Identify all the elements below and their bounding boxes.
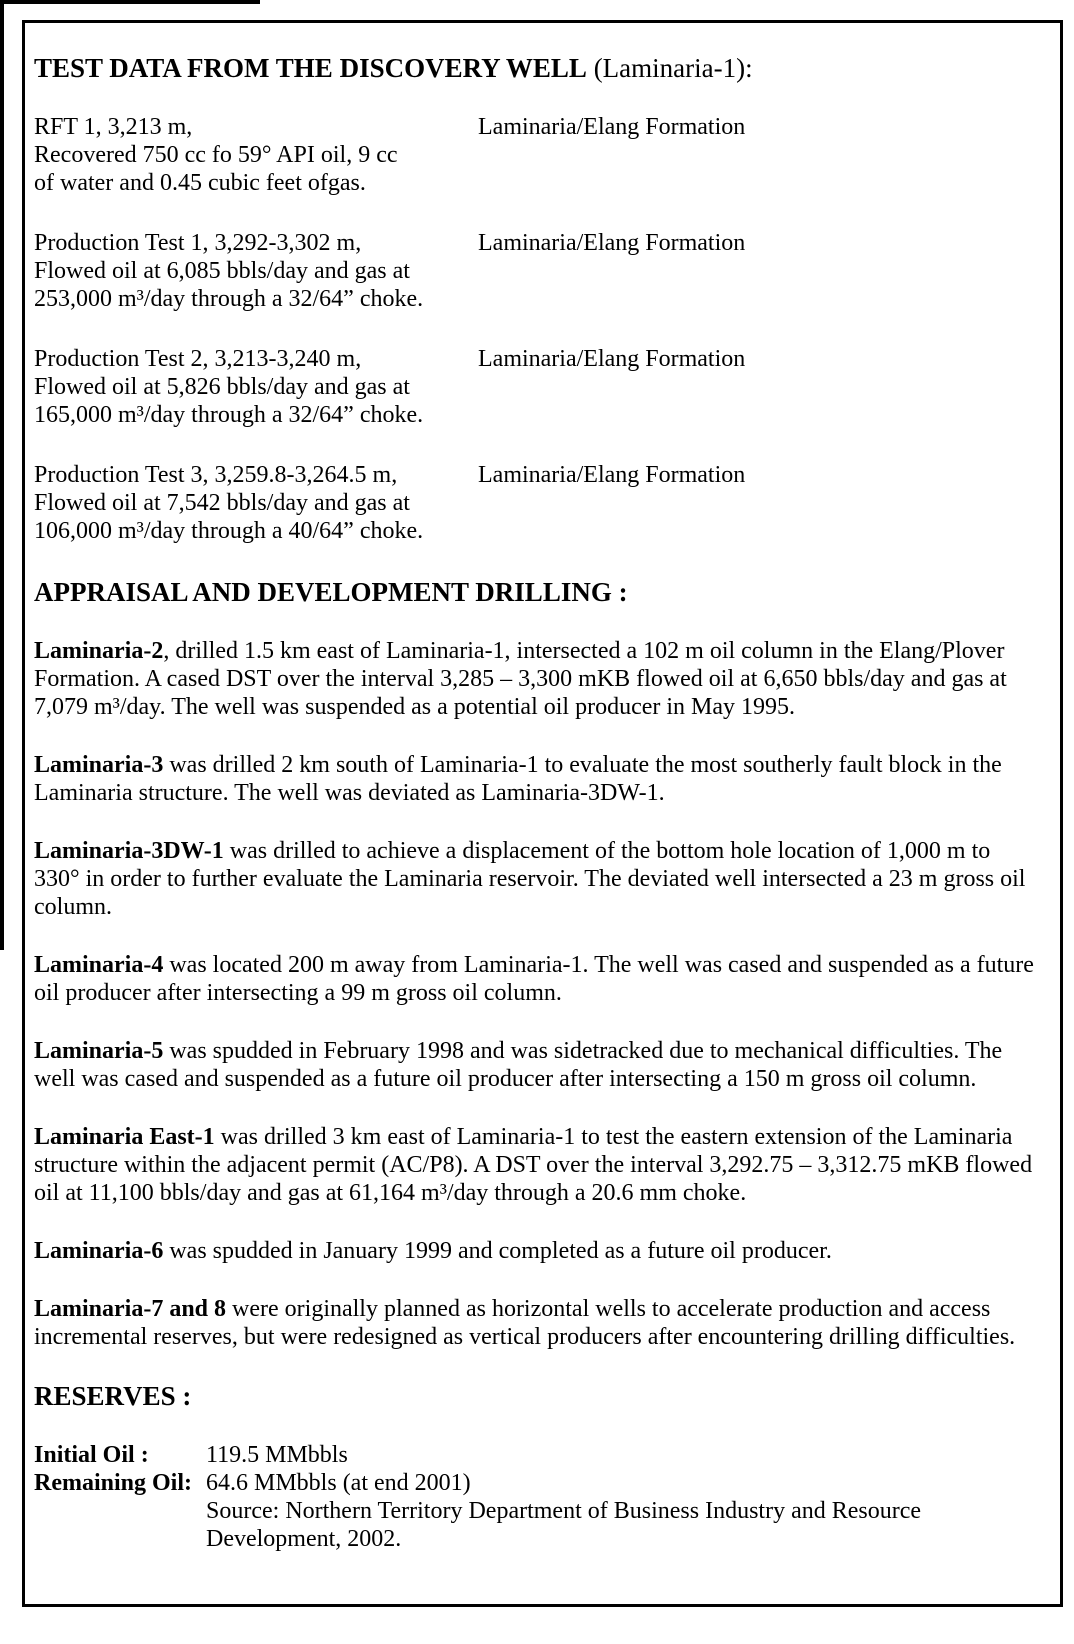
page-title-bold: TEST DATA FROM THE DISCOVERY WELL bbox=[34, 53, 587, 83]
paragraph-laminaria-3dw-1 bbox=[34, 837, 1040, 921]
scan-edge-artifact-top bbox=[0, 0, 260, 4]
test-block-production-test-1 bbox=[34, 229, 1040, 313]
reserves-label: Initial Oil : bbox=[34, 1442, 149, 1468]
well-name: Laminaria-2 bbox=[34, 638, 164, 664]
test-line: Flowed oil at 6,085 bbls/day and gas at bbox=[34, 258, 410, 284]
paragraph-text: was drilled 3 km east of Laminaria-1 to test the eastern extension of the Laminaria structure within the adjacent permit (AC/P8). A DST over the interval 3,292.75 – 3,312.75 mKB flowed oil at 11,100 bbls/day and gas at 61,164 m³/day through a 20.6 mm choke. bbox=[34, 1124, 1033, 1206]
well-name: Laminaria-3DW-1 bbox=[34, 838, 224, 864]
test-line: Flowed oil at 7,542 bbls/day and gas at bbox=[34, 490, 410, 516]
test-line: Production Test 1, 3,292-3,302 m, bbox=[34, 230, 362, 256]
test-line: 253,000 m³/day through a 32/64” choke. bbox=[34, 286, 424, 312]
test-line: Production Test 2, 3,213-3,240 m, bbox=[34, 346, 362, 372]
well-name: Laminaria-6 bbox=[34, 1238, 164, 1264]
reserves-value: 119.5 MMbbls bbox=[206, 1442, 348, 1468]
test-line: Flowed oil at 5,826 bbls/day and gas at bbox=[34, 374, 410, 400]
reserves-label: Remaining Oil: bbox=[34, 1470, 193, 1496]
test-block-rft-1 bbox=[34, 113, 1040, 197]
paragraph-laminaria-2 bbox=[34, 637, 1040, 721]
paragraph-text: was drilled to achieve a displacement of the bottom hole location of 1,000 m to 330° in order to further evaluate the Laminaria reservoir. The deviated well intersected a 23 m gross oil column. bbox=[34, 838, 1026, 920]
appraisal-heading: APPRAISAL AND DEVELOPMENT DRILLING : bbox=[34, 577, 628, 607]
paragraph-laminaria-4 bbox=[34, 951, 1040, 1007]
test-formation: Laminaria/Elang Formation bbox=[478, 114, 746, 140]
scan-edge-artifact-left bbox=[0, 0, 4, 950]
paragraph-text: were originally planned as horizontal wells to accelerate production and access incremental reserves, but were redesigned as vertical producers after encountering drilling difficulties. bbox=[34, 1296, 1016, 1350]
well-name: Laminaria-4 bbox=[34, 952, 164, 978]
paragraph-laminaria-5 bbox=[34, 1037, 1040, 1093]
paragraph-text: was located 200 m away from Laminaria-1. The well was cased and suspended as a future oil producer after intersecting a 99 m gross oil column. bbox=[34, 952, 1034, 1006]
test-formation: Laminaria/Elang Formation bbox=[478, 462, 746, 488]
paragraph-text: was drilled 2 km south of Laminaria-1 to evaluate the most southerly fault block in the Laminaria structure. The well was deviated as Laminaria-3DW-1. bbox=[34, 752, 1002, 806]
paragraph-laminaria-east-1 bbox=[34, 1123, 1040, 1207]
test-line: Recovered 750 cc fo 59° API oil, 9 cc bbox=[34, 142, 398, 168]
source-line: Source: Northern Territory Department of Business Industry and Resource bbox=[206, 1498, 922, 1524]
reserves-source bbox=[34, 1497, 1040, 1553]
source-line: Development, 2002. bbox=[206, 1526, 402, 1552]
test-line: 165,000 m³/day through a 32/64” choke. bbox=[34, 402, 424, 428]
document-frame bbox=[22, 20, 1063, 1607]
page-title bbox=[34, 53, 1040, 83]
test-line: RFT 1, 3,213 m, bbox=[34, 114, 193, 140]
well-name: Laminaria East-1 bbox=[34, 1124, 215, 1150]
well-name: Laminaria-3 bbox=[34, 752, 164, 778]
page-title-normal: (Laminaria-1): bbox=[586, 53, 753, 83]
well-name: Laminaria-5 bbox=[34, 1038, 164, 1064]
test-line: 106,000 m³/day through a 40/64” choke. bbox=[34, 518, 424, 544]
test-line: of water and 0.45 cubic feet ofgas. bbox=[34, 170, 366, 196]
paragraph-laminaria-7-and-8 bbox=[34, 1295, 1040, 1351]
paragraph-text: , drilled 1.5 km east of Laminaria-1, intersected a 102 m oil column in the Elang/Plover Formation. A cased DST over the interval 3,285 – 3,300 mKB flowed oil at 6,650 bbls/day and gas at 7,079 m³/day. The well was suspended as a potential oil producer in May 1995. bbox=[34, 638, 1007, 720]
test-block-production-test-2 bbox=[34, 345, 1040, 429]
test-details bbox=[34, 461, 478, 545]
paragraph-laminaria-3 bbox=[34, 751, 1040, 807]
test-formation: Laminaria/Elang Formation bbox=[478, 346, 746, 372]
test-details bbox=[34, 345, 478, 429]
test-formation: Laminaria/Elang Formation bbox=[478, 230, 746, 256]
reserves-value: 64.6 MMbbls (at end 2001) bbox=[206, 1470, 471, 1496]
paragraph-text: was spudded in January 1999 and completed as a future oil producer. bbox=[163, 1238, 832, 1264]
paragraph-text: was spudded in February 1998 and was sidetracked due to mechanical difficulties. The well was cased and suspended as a future oil producer after intersecting a 150 m gross oil column. bbox=[34, 1038, 1003, 1092]
test-block-production-test-3 bbox=[34, 461, 1040, 545]
well-name: Laminaria-7 and 8 bbox=[34, 1296, 227, 1322]
reserves-row-initial-oil bbox=[34, 1441, 1040, 1469]
test-details bbox=[34, 113, 478, 197]
test-line: Production Test 3, 3,259.8-3,264.5 m, bbox=[34, 462, 398, 488]
reserves-row-remaining-oil bbox=[34, 1469, 1040, 1497]
reserves-heading: RESERVES : bbox=[34, 1381, 192, 1411]
test-details bbox=[34, 229, 478, 313]
paragraph-laminaria-6 bbox=[34, 1237, 1040, 1265]
